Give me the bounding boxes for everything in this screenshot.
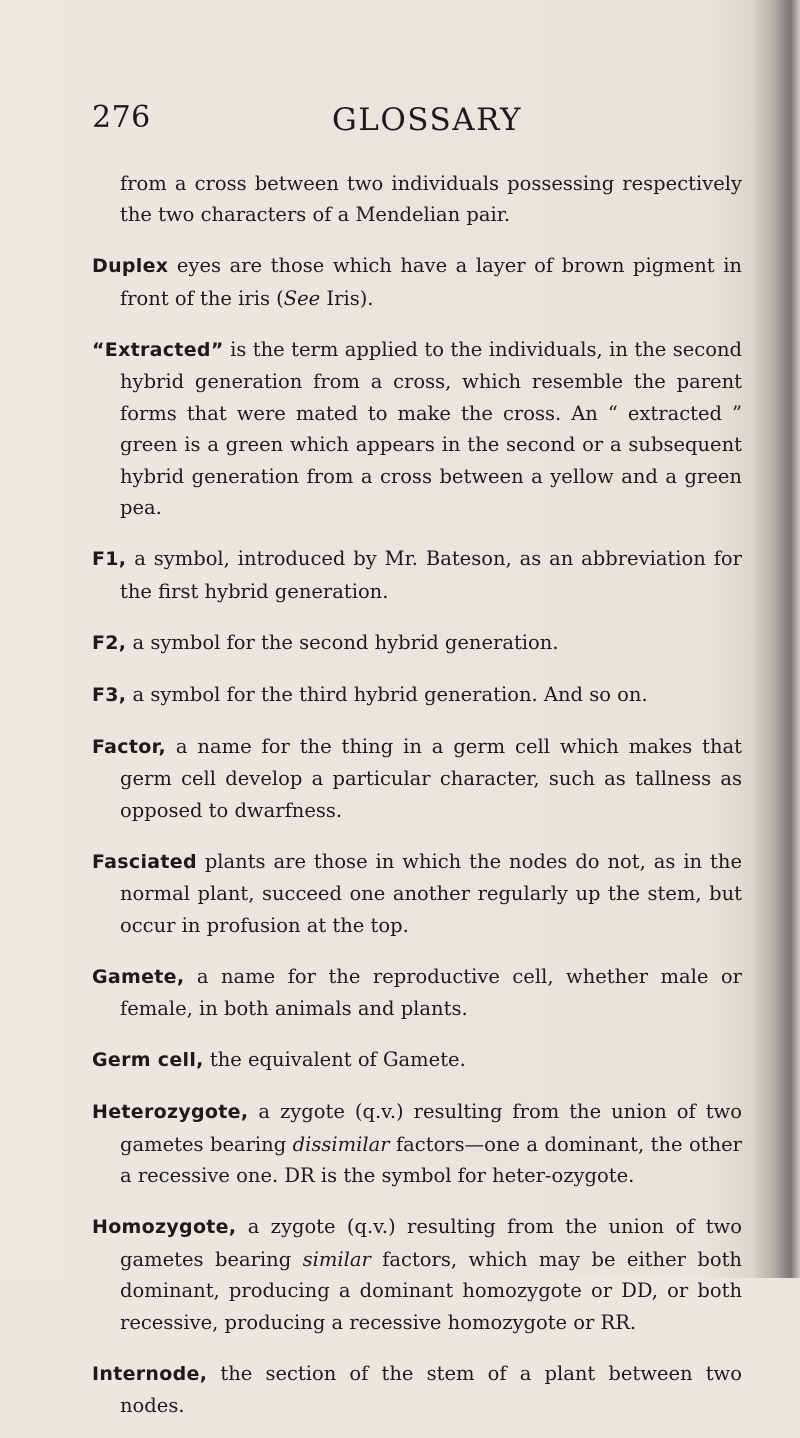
glossary-entry-factor <box>92 731 742 827</box>
entry-term: Germ cell, <box>92 1049 204 1071</box>
glossary-entry-continuation <box>92 168 742 231</box>
entry-text: a zygote (q.v.) resulting from the union of two gametes bearing <box>120 1215 742 1271</box>
glossary-entries <box>92 148 742 1438</box>
entry-text: from a cross between two individuals possessing respectively the two characters of a Mendelian pair. <box>120 171 742 226</box>
entry-text: a symbol for the second hybrid generation. <box>126 630 559 654</box>
entry-term: F3, <box>92 683 127 706</box>
entry-text: a name for the thing in a germ cell which makes that germ cell develop a particular character, such as tallness as opposed to dwarfness. <box>120 734 742 822</box>
entry-text: a name for the reproductive cell, whether male or female, in both animals and plants. <box>120 964 742 1020</box>
glossary-entry-extracted <box>92 334 742 524</box>
page-gutter-shadow <box>752 0 800 1278</box>
entry-text: is the term applied to the individuals, in the second hybrid generation from a cross, which resemble the parent forms that were mated to make the cross. An “ extracted ” green is a green which appears in the second or a subsequent hybrid generation from a cross between a yellow and a green pea. <box>120 337 742 519</box>
entry-text-after: Iris). <box>320 286 374 310</box>
glossary-entry-f2 <box>92 627 742 660</box>
entry-italic: dissimilar <box>292 1132 390 1156</box>
glossary-entry-internode <box>92 1358 742 1422</box>
entry-text: the equivalent of Gamete. <box>203 1048 466 1071</box>
running-head: GLOSSARY <box>332 102 522 138</box>
entry-italic: similar <box>302 1247 371 1271</box>
entry-term: Factor, <box>92 735 166 758</box>
entry-term: Homozygote, <box>92 1216 237 1238</box>
entry-text-after: factors, which may be either both dominant, producing a dominant homozygote or DD, or both recessive, producing a recessive homozygote or RR. <box>120 1247 742 1334</box>
entry-text: a zygote (q.v.) resulting from the union of two gametes bearing <box>120 1100 742 1156</box>
page-number: 276 <box>92 100 151 135</box>
glossary-entry-heterozygote <box>92 1096 742 1192</box>
entry-text: the section of the stem of a plant between two nodes. <box>120 1361 742 1417</box>
glossary-entry-fasciated <box>92 846 742 942</box>
entry-term: Internode, <box>92 1362 208 1385</box>
entry-term: Duplex <box>92 255 169 277</box>
entry-text-after: factors—one a dominant, the other a recessive one. DR is the symbol for heter-ozygote. <box>120 1132 742 1187</box>
entry-text: eyes are those which have a layer of brown pigment in front of the iris ( <box>120 254 742 310</box>
glossary-entry-duplex <box>92 250 742 314</box>
glossary-entry-f3 <box>92 679 742 712</box>
entry-text: a symbol for the third hybrid generation. And so on. <box>126 682 648 706</box>
entry-term: “Extracted” <box>92 338 224 361</box>
glossary-entry-gamete <box>92 961 742 1025</box>
glossary-entry-f1 <box>92 543 742 607</box>
entry-term: Fasciated <box>92 850 197 873</box>
entry-term: F2, <box>92 631 127 654</box>
entry-term: Gamete, <box>92 965 185 988</box>
entry-term: Heterozygote, <box>92 1101 249 1123</box>
entry-text: a symbol, introduced by Mr. Bateson, as an abbreviation for the first hybrid generation. <box>120 547 742 603</box>
page-header <box>92 100 732 144</box>
entry-term: F1, <box>92 548 127 570</box>
entry-text: plants are those in which the nodes do not, as in the normal plant, succeed one another regularly up the stem, but occur in profusion at the top. <box>120 849 742 937</box>
glossary-entry-homozygote <box>92 1211 742 1338</box>
entry-italic: See <box>283 286 321 310</box>
glossary-entry-germ-cell <box>92 1044 742 1077</box>
